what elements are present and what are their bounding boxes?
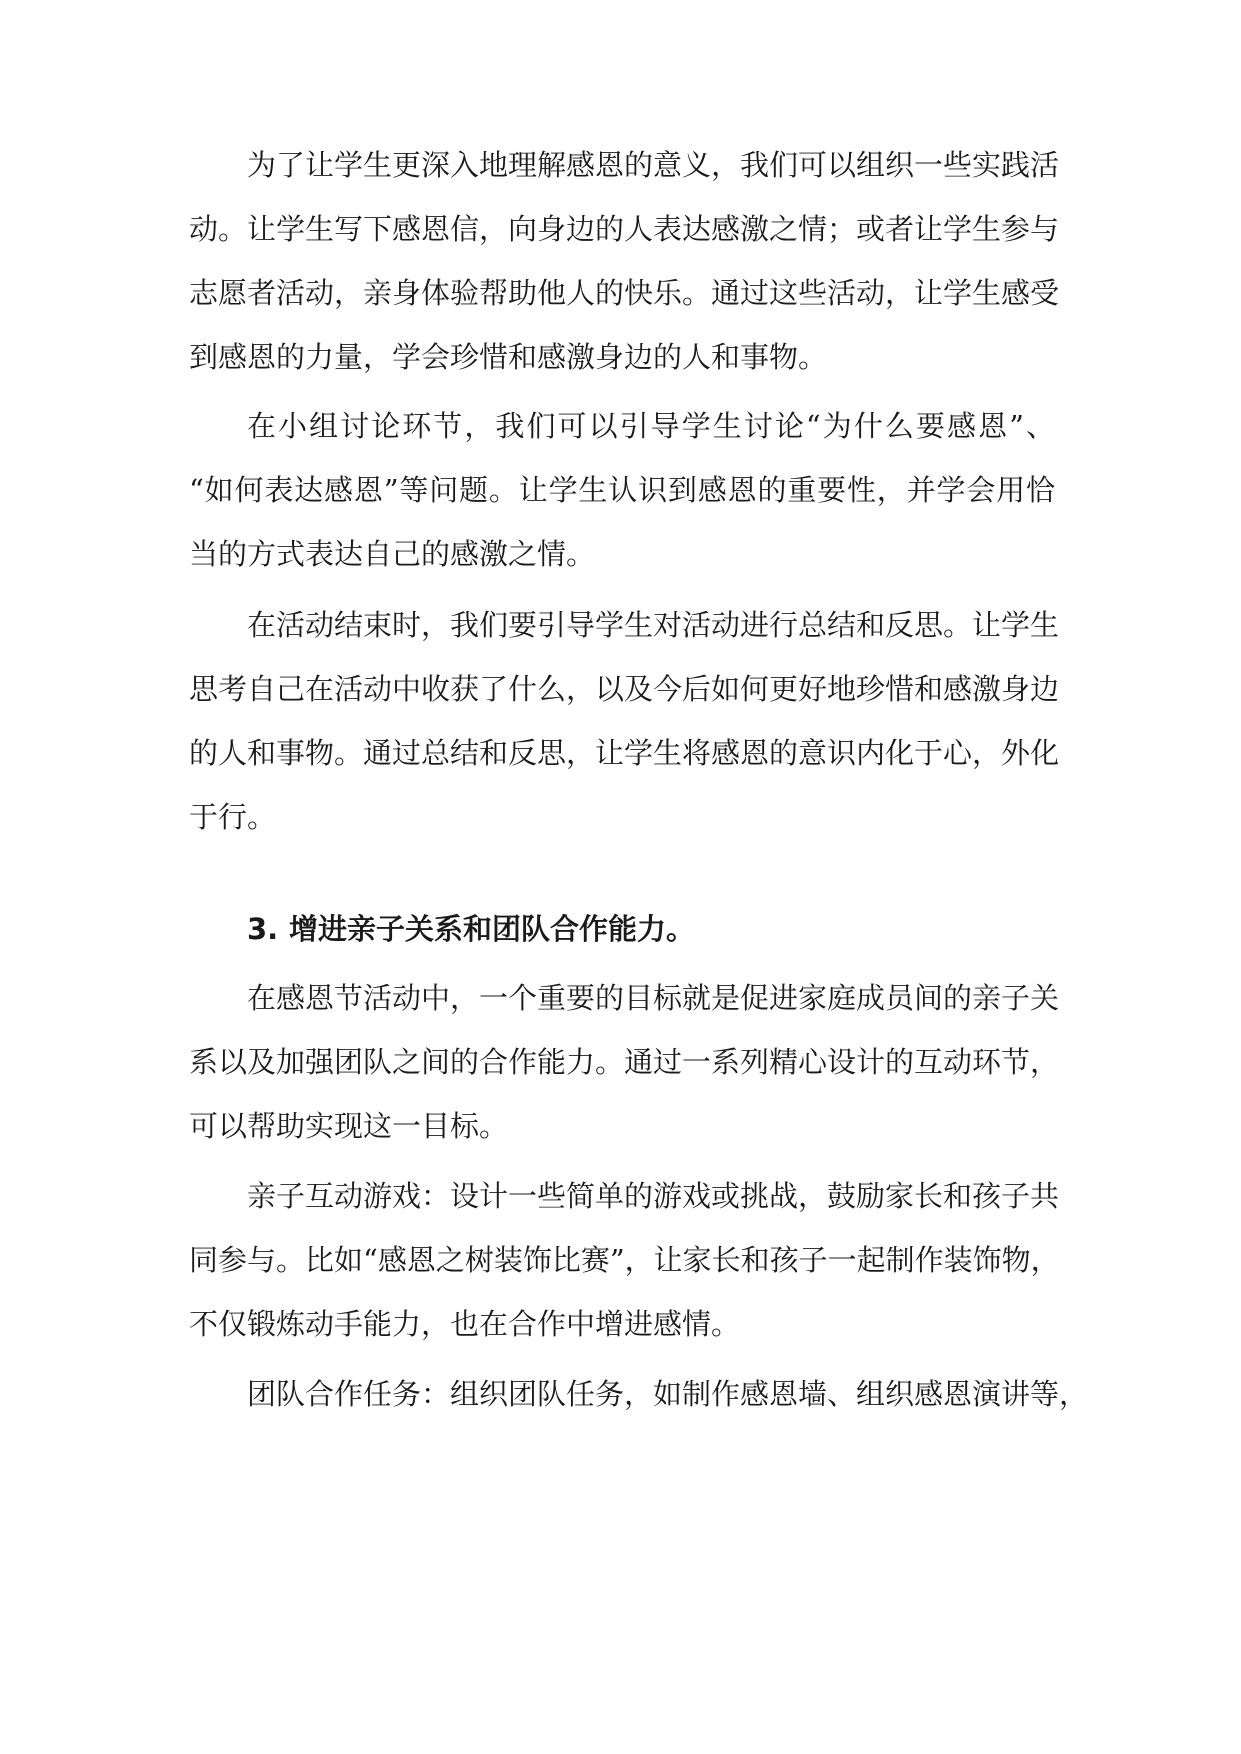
paragraph-4-line-1: 在感恩节活动中，一个重要的目标就是促进家庭成员间的亲子关: [247, 981, 1060, 1015]
section-title: 增进亲子关系和团队合作能力。: [289, 912, 696, 946]
paragraph-2-line-3: 当的方式表达自己的感激之情。: [189, 537, 596, 571]
section-heading: [247, 907, 695, 951]
paragraph-3-line-2: 思考自己在活动中收获了什么，以及今后如何更好地珍惜和感激身边: [189, 672, 1060, 706]
paragraph-5-line-3: 不仅锻炼动手能力，也在合作中增进感情。: [189, 1307, 741, 1341]
paragraph-1-line-4: 到感恩的力量，学会珍惜和感激身边的人和事物。: [189, 340, 828, 374]
paragraph-3-line-3: 的人和事物。通过总结和反思，让学生将感恩的意识内化于心，外化: [189, 736, 1060, 770]
paragraph-5-line-1: 亲子互动游戏：设计一些简单的游戏或挑战，鼓励家长和孩子共: [247, 1179, 1060, 1213]
paragraph-2-line-1: 在小组讨论环节，我们可以引导学生讨论“为什么要感恩”、: [247, 409, 1055, 443]
paragraph-2-line-2: “如何表达感恩”等问题。让学生认识到感恩的重要性，并学会用恰: [189, 473, 1055, 507]
paragraph-5-line-2: 同参与。比如“感恩之树装饰比赛”，让家长和孩子一起制作装饰物，: [189, 1243, 1060, 1277]
paragraph-4-line-3: 可以帮助实现这一目标。: [189, 1109, 509, 1143]
paragraph-4-line-2: 系以及加强团队之间的合作能力。通过一系列精心设计的互动环节，: [189, 1045, 1060, 1079]
paragraph-3-line-4: 于行。: [189, 800, 277, 834]
paragraph-1-line-3: 志愿者活动，亲身体验帮助他人的快乐。通过这些活动，让学生感受: [189, 276, 1060, 310]
paragraph-6-line-1: 团队合作任务：组织团队任务，如制作感恩墙、组织感恩演讲等，: [247, 1377, 1089, 1411]
paragraph-3-line-1: 在活动结束时，我们要引导学生对活动进行总结和反思。让学生: [247, 608, 1060, 642]
paragraph-1-line-2: 动。让学生写下感恩信，向身边的人表达感激之情；或者让学生参与: [189, 212, 1060, 246]
paragraph-1-line-1: 为了让学生更深入地理解感恩的意义，我们可以组织一些实践活: [247, 148, 1060, 182]
section-number: 3.: [247, 912, 279, 946]
